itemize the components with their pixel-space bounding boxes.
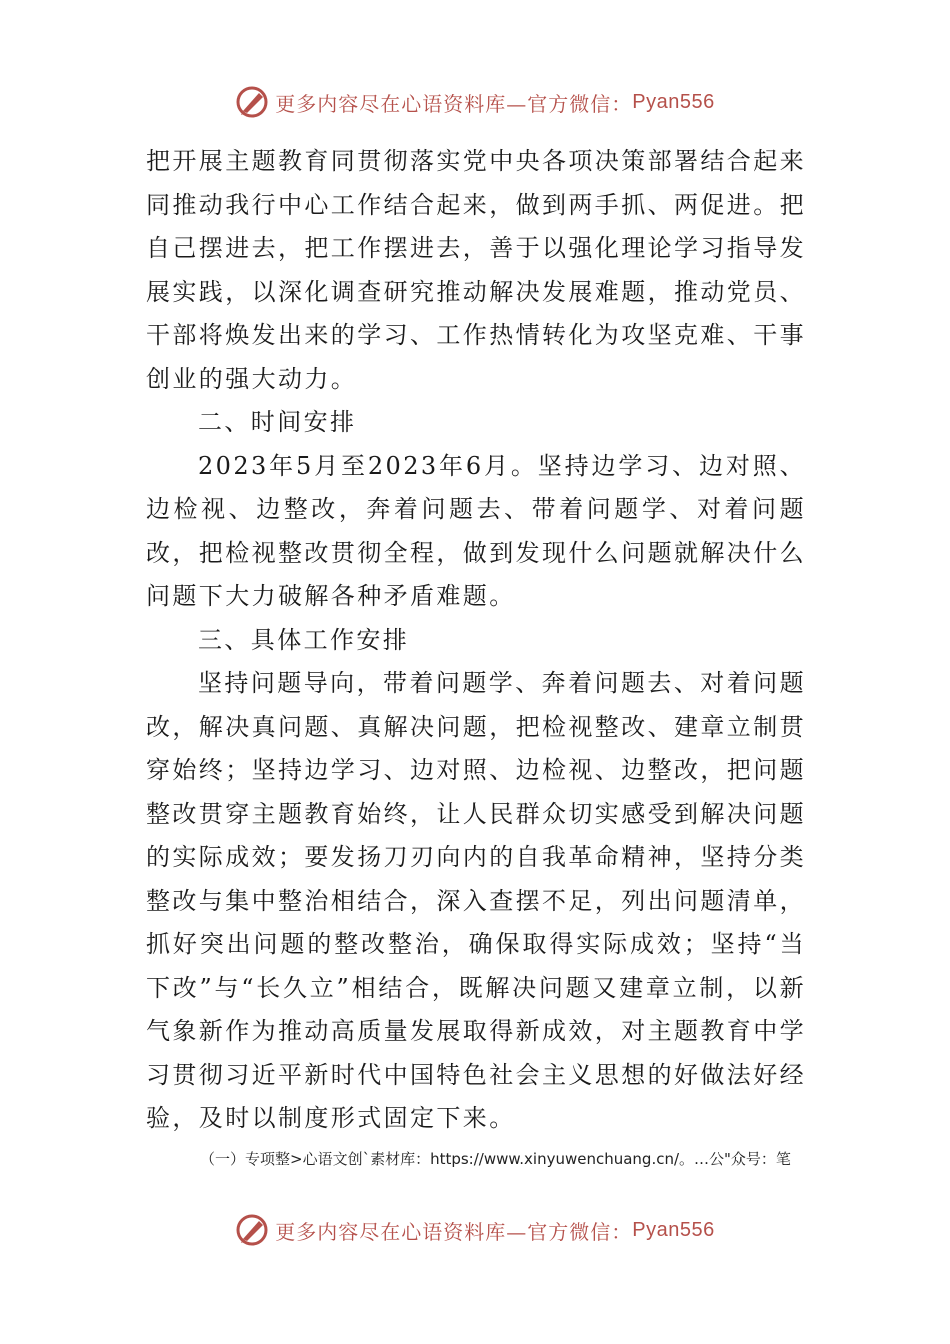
banner-text: 更多内容尽在心语资料库—官方微信： <box>275 1219 633 1244</box>
banner-wechat-id: Pyan556 <box>632 1218 715 1241</box>
footer-banner <box>0 1210 950 1250</box>
document-body <box>146 140 806 1141</box>
section-heading: 二、时间安排 <box>198 408 357 436</box>
banner-text: 更多内容尽在心语资料库—官方微信： <box>275 91 633 116</box>
section-heading: 三、具体工作安排 <box>198 625 410 654</box>
pen-logo-icon <box>235 85 269 119</box>
banner-wechat-id: Pyan556 <box>632 90 715 113</box>
paragraph: 2023年5月至2023年6月。坚持边学习、边对照、边检视、边整改，奔着问题去、带着问题学、对着问题改，把检视整改贯彻全程，做到发现什么问题就解决什么问题下大力破解各种矛盾难题。 <box>146 451 806 610</box>
pen-logo-icon <box>235 1213 269 1247</box>
footnote-line: （一）专项整>心语文创`素材库：https://www.xinyuwenchuang.cn/。…公"众号：笔 <box>200 1150 791 1168</box>
paragraph: 把开展主题教育同贯彻落实党中央各项决策部署结合起来同推动我行中心工作结合起来，做到两手抓、两促进。把自己摆进去，把工作摆进去，善于以强化理论学习指导发展实践，以深化调查研究推动解决发展难题，推动党员、干部将焕发出来的学习、工作热情转化为攻坚克难、干事创业的强大动力。 <box>146 147 806 393</box>
paragraph: 坚持问题导向，带着问题学、奔着问题去、对着问题改，解决真问题、真解决问题，把检视整改、建章立制贯穿始终；坚持边学习、边对照、边检视、边整改，把问题整改贯穿主题教育始终，让人民群众切实感受到解决问题的实际成效；要发扬刀刃向内的自我革命精神，坚持分类整改与集中整治相结合，深入查摆不足，列出问题清单，抓好突出问题的整改整治，确保取得实际成效；坚持“当下改”与“长久立”相结合，既解决问题又建章立制，以新气象新作为推动高质量发展取得新成效，对主题教育中学习贯彻习近平新时代中国特色社会主义思想的好做法好经验，及时以制度形式固定下来。 <box>146 669 806 1132</box>
header-banner <box>0 82 950 122</box>
